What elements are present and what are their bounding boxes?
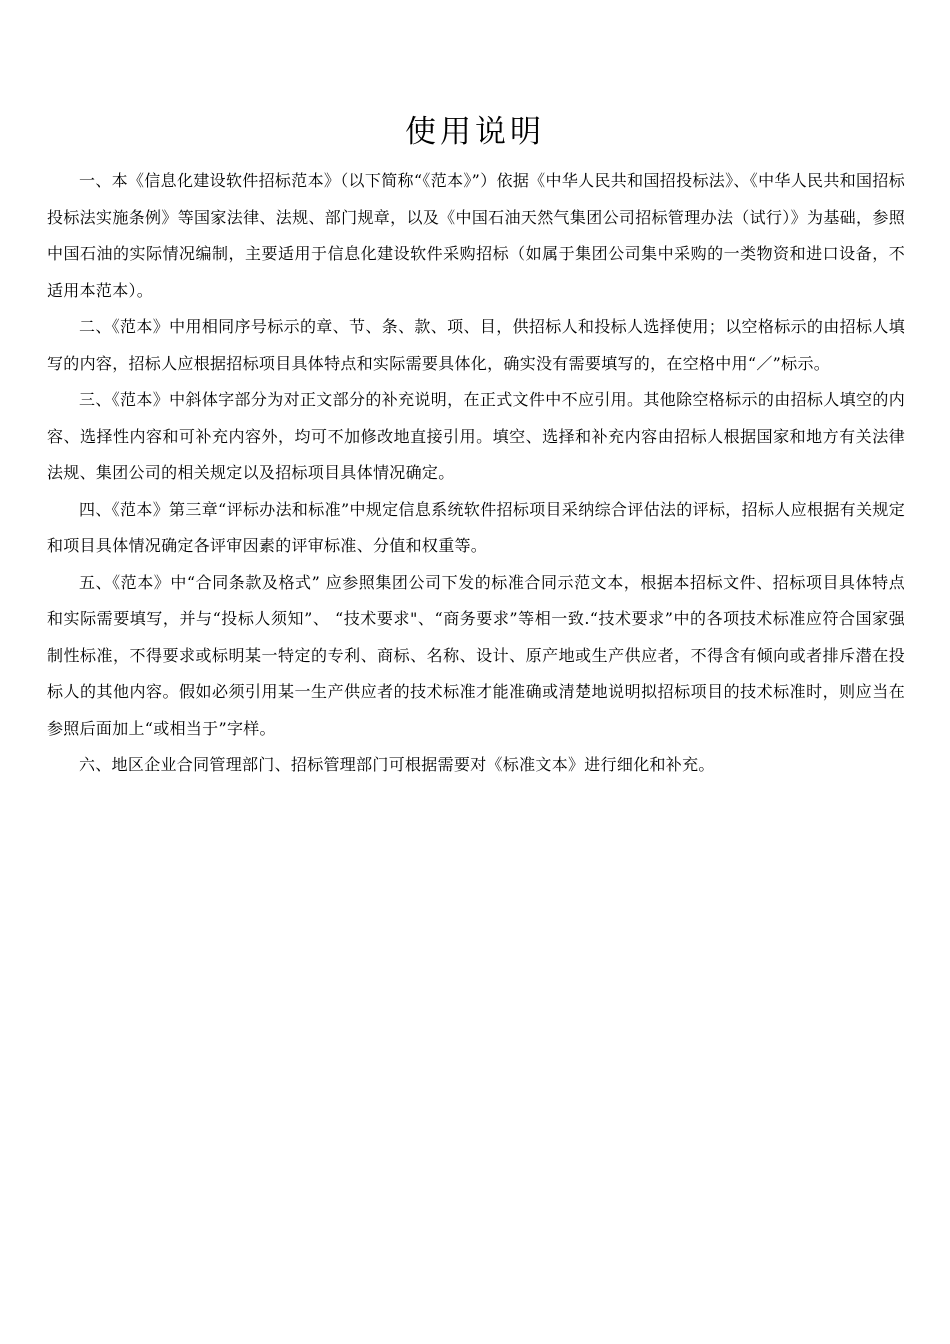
- paragraph-6: 六、地区企业合同管理部门、招标管理部门可根据需要对《标准文本》进行细化和补充。: [79, 755, 715, 774]
- paragraph-5: 五、《范本》中“合同条款及格式” 应参照集团公司下发的标准合同示范文本，根据本招标文件、招标项目具体特点和实际需要填写，并与“投标人须知”、 “技术要求"、“商务要求”等相一致.“技术要求”中的各项技术标准应符合国家强制性标准，不得要求或标明某一特定的专利、商标、名称、设计、原产地或生产供应者，不得含有倾向或者排斥潜在投标人的其他内容。假如必须引用某一生产供应者的技术标准才能准确或清楚地说明拟招标项目的技术标准时，则应当在参照后面加上“或相当于”字样。: [47, 572, 905, 738]
- paragraph-1: 一、本《信息化建设软件招标范本》（以下简称“《范本》”）依据《中华人民共和国招投标法》、《中华人民共和国招标投标法实施条例》等国家法律、法规、部门规章，以及《中国石油天然气集团公司招标管理办法（试行）》为基础，参照中国石油的实际情况编制，主要适用于信息化建设软件采购招标（如属于集团公司集中采购的一类物资和进口设备，不适用本范本）。: [47, 171, 905, 300]
- paragraph-3: 三、《范本》中斜体字部分为对正文部分的补充说明，在正式文件中不应引用。其他除空格标示的由招标人填空的内容、选择性内容和可补充内容外，均可不加修改地直接引用。填空、选择和补充内容由招标人根据国家和地方有关法律法规、集团公司的相关规定以及招标项目具体情况确定。: [47, 390, 905, 482]
- document-body: [47, 163, 905, 784]
- paragraph-4: 四、《范本》第三章“评标办法和标准”中规定信息系统软件招标项目采纳综合评估法的评标，招标人应根据有关规定和项目具体情况确定各评审因素的评审标准、分值和权重等。: [47, 499, 905, 555]
- page-title: 使用说明: [405, 114, 545, 150]
- paragraph-2: 二、《范本》中用相同序号标示的章、节、条、款、项、目，供招标人和投标人选择使用；以空格标示的由招标人填写的内容，招标人应根据招标项目具体特点和实际需要具体化，确实没有需要填写的，在空格中用“／”标示。: [47, 317, 905, 373]
